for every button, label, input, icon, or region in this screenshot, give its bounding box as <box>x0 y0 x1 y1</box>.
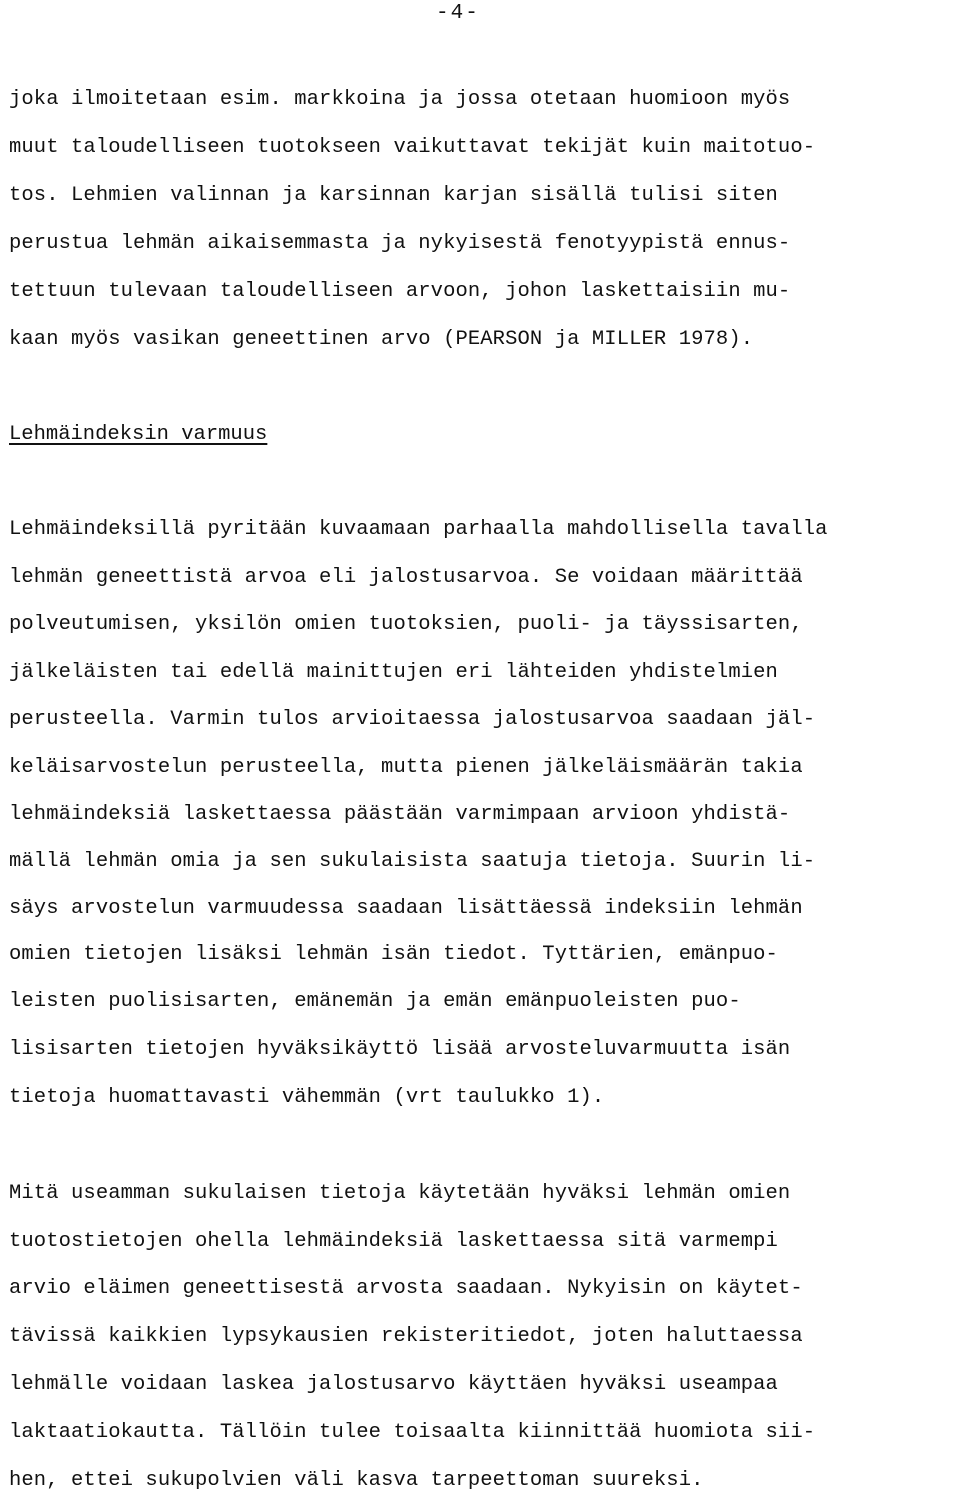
text-line: kaan myös vasikan geneettinen arvo (PEARSON ja MILLER 1978). <box>9 328 754 351</box>
text-line: perustua lehmän aikaisemmasta ja nykyisestä fenotyypistä ennus- <box>9 232 791 255</box>
text-line: tos. Lehmien valinnan ja karsinnan karjan sisällä tulisi siten <box>9 184 778 207</box>
text-line: muut taloudelliseen tuotokseen vaikuttavat tekijät kuin maitotuo- <box>9 136 816 159</box>
text-line: lisisarten tietojen hyväksikäyttö lisää arvosteluvarmuutta isän <box>9 1038 791 1061</box>
text-line: arvio eläimen geneettisestä arvosta saadaan. Nykyisin on käytet- <box>9 1277 803 1300</box>
text-line: omien tietojen lisäksi lehmän isän tiedot. Tyttärien, emänpuo- <box>9 943 778 966</box>
text-line: jälkeläisten tai edellä mainittujen eri lähteiden yhdistelmien <box>9 661 778 684</box>
text-line: laktaatiokautta. Tällöin tulee toisaalta kiinnittää huomiota sii- <box>9 1421 816 1444</box>
text-line: lehmälle voidaan laskea jalostusarvo käyttäen hyväksi useampaa <box>9 1373 778 1396</box>
text-line: perusteella. Varmin tulos arvioitaessa jalostusarvoa saadaan jäl- <box>9 708 816 731</box>
section-heading: Lehmäindeksin varmuus <box>9 423 268 446</box>
text-line: hen, ettei sukupolvien väli kasva tarpeettoman suureksi. <box>9 1469 704 1492</box>
text-line: leisten puolisisarten, emänemän ja emän emänpuoleisten puo- <box>9 990 741 1013</box>
text-line: tuotostietojen ohella lehmäindeksiä laskettaessa sitä varmempi <box>9 1230 778 1253</box>
text-line: joka ilmoitetaan esim. markkoina ja jossa otetaan huomioon myös <box>9 88 791 111</box>
text-line: tävissä kaikkien lypsykausien rekisteritiedot, joten haluttaessa <box>9 1325 803 1348</box>
text-line: mällä lehmän omia ja sen sukulaisista saatuja tietoja. Suurin li- <box>9 850 816 873</box>
text-line: Lehmäindeksillä pyritään kuvaamaan parhaalla mahdollisella tavalla <box>9 518 828 541</box>
text-line: keläisarvostelun perusteella, mutta pienen jälkeläismäärän takia <box>9 756 803 779</box>
text-line: Mitä useamman sukulaisen tietoja käytetään hyväksi lehmän omien <box>9 1182 791 1205</box>
page-number: -4- <box>436 2 480 25</box>
text-line: polveutumisen, yksilön omien tuotoksien, puoli- ja täyssisarten, <box>9 613 803 636</box>
text-line: lehmäindeksiä laskettaessa päästään varmimpaan arvioon yhdistä- <box>9 803 791 826</box>
text-line: tietoja huomattavasti vähemmän (vrt taulukko 1). <box>9 1086 605 1109</box>
text-line: lehmän geneettistä arvoa eli jalostusarvoa. Se voidaan määrittää <box>9 566 803 589</box>
text-line: tettuun tulevaan taloudelliseen arvoon, johon laskettaisiin mu- <box>9 280 791 303</box>
text-line: säys arvostelun varmuudessa saadaan lisättäessä indeksiin lehmän <box>9 897 803 920</box>
